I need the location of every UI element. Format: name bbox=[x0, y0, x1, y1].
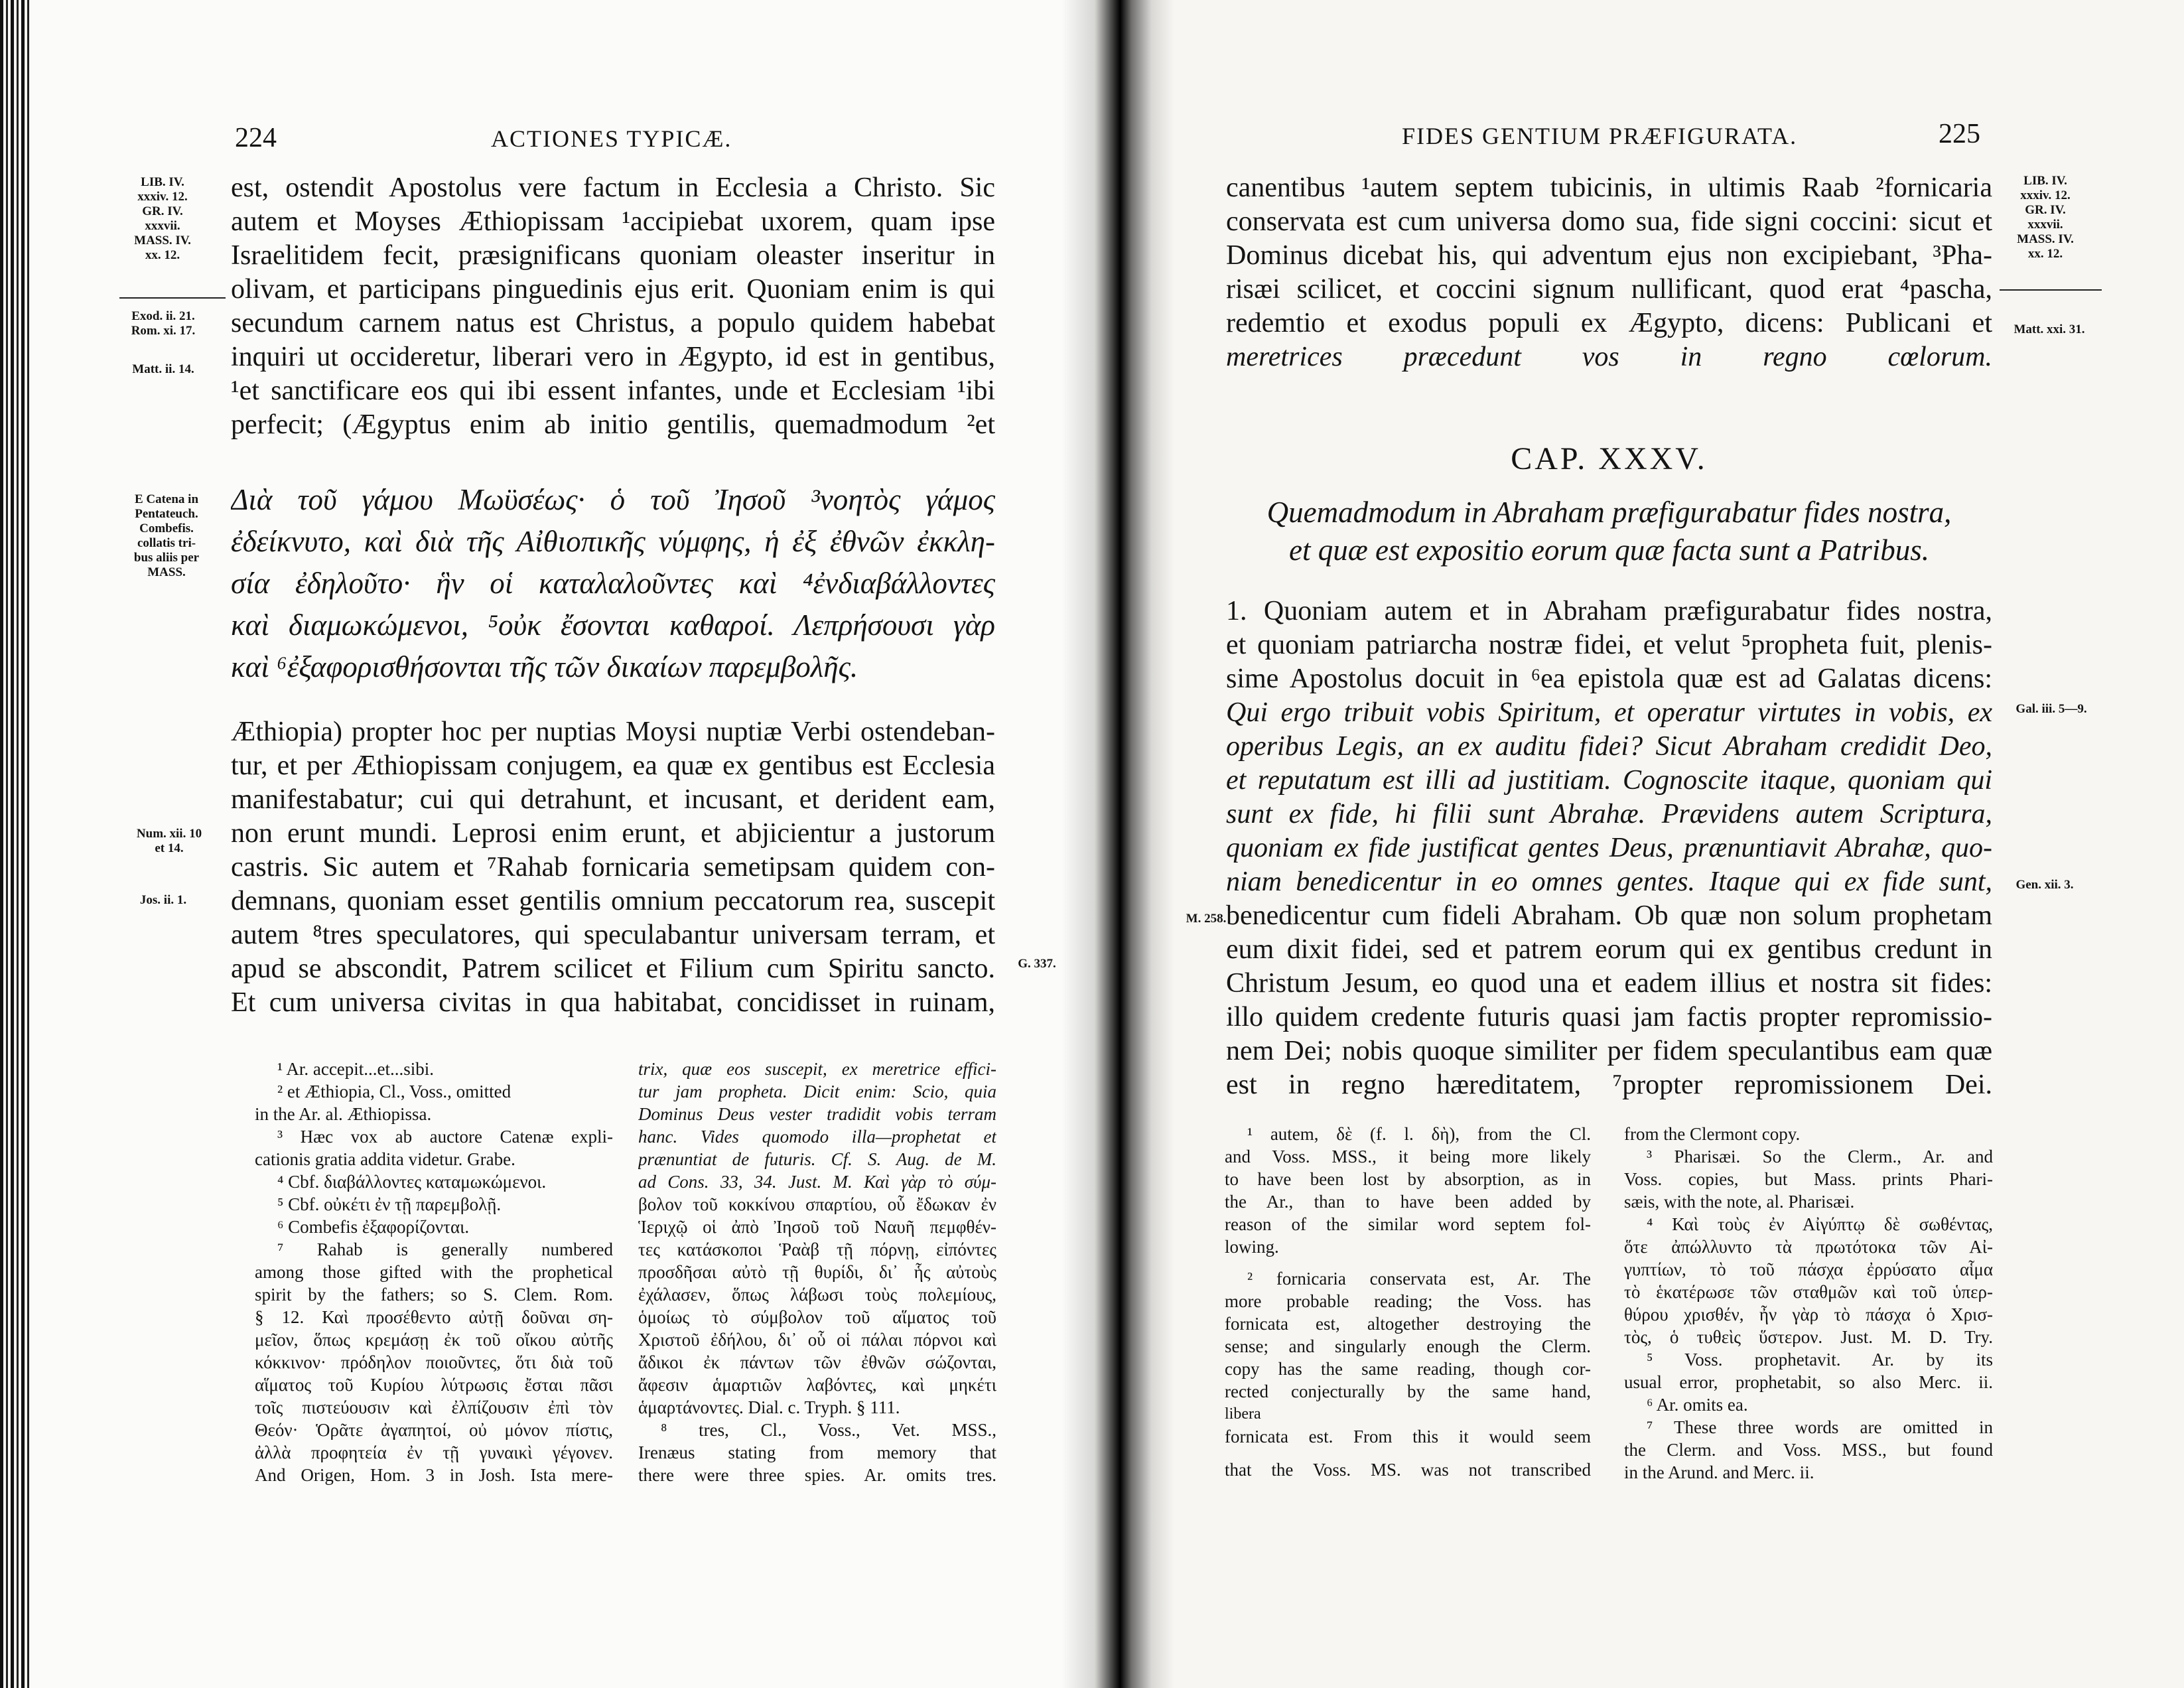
footnote-line: usual error, prophetabit, so also Merc. ii. bbox=[1624, 1372, 1993, 1392]
text-line: secundum carnem natus est Christus, a populo quidem habebat bbox=[231, 308, 995, 338]
footnote-line: κόκκινον· πρόδηλον ποιοῦντες, ὅτι διὰ τοῦ bbox=[255, 1352, 613, 1372]
margin-note-line: Rom. xi. 17. bbox=[131, 324, 196, 338]
footnote-line: among those gifted with the prophetical bbox=[255, 1262, 613, 1282]
text-line: non erunt mundi. Leprosi enim erunt, et abjicientur a justorum bbox=[231, 818, 995, 849]
left-book-edge bbox=[0, 0, 32, 1688]
margin-note-line: E Catena in bbox=[134, 492, 199, 506]
margin-note-line: xxxvii. bbox=[2027, 218, 2063, 232]
footnote-line: there were three spies. Ar. omits tres. bbox=[638, 1465, 996, 1485]
margin-note-lib-left bbox=[119, 175, 206, 263]
text-line: risæi scilicet, et coccini signum nullificant, quod erat ⁴pascha, bbox=[1226, 274, 1992, 305]
footnote-line: cationis gratia addita videtur. Grabe. bbox=[255, 1149, 515, 1169]
greek-line: ἐδείκνυτο, καὶ διὰ τῆς Αἰθιοπικῆς νύμφης, ἡ ἐξ ἐθνῶν ἐκκλη- bbox=[231, 525, 995, 558]
footnote-line: spirit by the fathers; so S. Clem. Rom. bbox=[255, 1285, 613, 1304]
running-head-left: ACTIONES TYPICÆ. bbox=[491, 125, 732, 152]
footnote-line: αἵματος τοῦ Κυρίου λύτρωσις ἔσται πᾶσι bbox=[255, 1375, 613, 1395]
left-body-paragraph-1 bbox=[231, 171, 995, 442]
right-page bbox=[1095, 0, 2184, 1688]
margin-note-exod bbox=[117, 309, 210, 338]
footnote-line: and Voss. MSS., it being more likely bbox=[1225, 1147, 1591, 1166]
text-line: et reputatum est illi ad justitiam. Cognoscite itaque, quoniam qui bbox=[1226, 765, 1992, 796]
footnote-line: προσδῆσαι αὐτὸ τῇ θυρίδι, δι᾽ ἧς αὐτοὺς bbox=[638, 1262, 996, 1282]
footnote-line: rected conjecturally by the same hand, bbox=[1225, 1381, 1591, 1401]
greek-line: Διὰ τοῦ γάμου Μωϋσέως· ὁ τοῦ Ἰησοῦ ³νοητὸς γάμος bbox=[231, 483, 995, 516]
margin-note-g337: G. 337. bbox=[1018, 957, 1056, 971]
footnote-line: lowing. bbox=[1225, 1237, 1279, 1257]
footnote-line: ⁶ Ar. omits ea. bbox=[1647, 1395, 1748, 1415]
footnote-line: Θεόν· Ὁρᾶτε ἀγαπητοί, οὐ μόνον πίστις, bbox=[255, 1420, 613, 1440]
margin-note-line: et 14. bbox=[155, 841, 184, 855]
footnote-line: more probable reading; the Voss. has bbox=[1225, 1291, 1591, 1311]
footnote-line: to have been lost by absorption, as in bbox=[1225, 1169, 1591, 1189]
footnote-line: τὸ ἑκατέρωσε τῶν σταθμῶν καὶ τοῦ ὑπερ- bbox=[1624, 1282, 1993, 1302]
left-body-paragraph-2 bbox=[231, 715, 995, 1020]
footnote-line: § 12. Καὶ προσέθεντο αὐτῇ δοῦναι ση- bbox=[255, 1307, 613, 1327]
margin-note-gen: Gen. xii. 3. bbox=[2015, 878, 2074, 892]
margin-note-catena bbox=[117, 492, 216, 580]
text-line: inquiri ut occideretur, liberari vero in Ægypto, id est in gentibus, bbox=[231, 342, 995, 372]
footnote-line: τοῖς πιστεύουσιν καὶ ἐλπίζουσιν ἐπὶ τὸν bbox=[255, 1397, 613, 1417]
footnote-line: tur jam propheta. Dicit enim: Scio, quia bbox=[638, 1082, 996, 1101]
greek-line: σία ἐδηλοῦτο· ἣν οἱ καταλαλοῦντες καὶ ⁴ἐνδιαβάλλοντες bbox=[231, 567, 995, 600]
text-line: et quoniam patriarcha nostræ fidei, et velut ⁵propheta fuit, plenis- bbox=[1226, 630, 1992, 660]
page-number-right: 225 bbox=[1939, 119, 1980, 149]
text-line: olivam, et participans pinguedinis ejus erit. Quoniam enim is qui bbox=[231, 274, 995, 305]
text-line: Æthiopia) propter hoc per nuptias Moysi nuptiæ Verbi ostendeban- bbox=[231, 717, 995, 747]
right-body-paragraph-2 bbox=[1226, 595, 1992, 1102]
text-line: ¹et sanctificare eos qui ibi essent infantes, unde et Ecclesiam ¹ibi bbox=[231, 376, 995, 406]
text-line: conservata est cum universa domo sua, fide signi coccini: sicut et bbox=[1226, 206, 1992, 237]
text-line: manifestabatur; cui qui detrahunt, et incusant, et derident eam, bbox=[231, 784, 995, 815]
margin-rule-left bbox=[119, 297, 226, 299]
text-line: redemtio et exodus populi ex Ægypto, dicens: Publicani et bbox=[1226, 308, 1992, 338]
text-line: demnans, quoniam esset gentilis omnium peccatorum rea, suscepit bbox=[231, 886, 995, 916]
footnote-line: hanc. Vides quomodo illa—prophetat et bbox=[638, 1127, 996, 1147]
margin-rule-right bbox=[2000, 289, 2102, 291]
footnote-line: ³ Pharisæi. So the Clerm., Ar. and bbox=[1647, 1147, 1993, 1166]
left-footnotes-col-2 bbox=[638, 1058, 996, 1486]
text-line: niam benedicentur in eo omnes gentes. Itaque qui ex fide sunt, bbox=[1226, 867, 1992, 897]
margin-note-line: LIB. IV. bbox=[2023, 174, 2067, 188]
footnote-line: Voss. copies, but Mass. prints Phari- bbox=[1624, 1169, 1993, 1189]
footnote-line: Irenæus stating from memory that bbox=[638, 1442, 996, 1462]
footnote-line: prænuntiat de futuris. Cf. S. Aug. de M. bbox=[638, 1149, 996, 1169]
footnote-line: γυπτίων, τὸ τοῦ πάσχα ἐρρύσατο αἷμα bbox=[1624, 1259, 1993, 1279]
text-line: 1. Quoniam autem et in Abraham præfigurabatur fides nostra, bbox=[1226, 596, 1992, 626]
running-head-right: FIDES GENTIUM PRÆFIGURATA. bbox=[1402, 123, 1798, 149]
text-line: quoniam ex fide justificat gentes Deus, prænuntiavit Abrahæ, quo- bbox=[1226, 833, 1992, 863]
footnote-line: τες κατάσκοποι Ῥαὰβ τῇ πόρνῃ, εἰπόντες bbox=[638, 1239, 996, 1259]
margin-note-line: Pentateuch. bbox=[135, 507, 198, 521]
footnote-line: the Ar., than to have been added by bbox=[1225, 1192, 1591, 1212]
footnote-line: Χριστοῦ ἐδήλου, δι᾽ οὗ οἱ πάλαι πόρνοι καὶ bbox=[638, 1330, 996, 1350]
margin-note-matt-left: Matt. ii. 14. bbox=[132, 362, 194, 376]
margin-note-line: xxxvii. bbox=[145, 219, 180, 233]
footnote-line: that the Voss. MS. was not transcribed bbox=[1225, 1460, 1591, 1480]
text-line: sime Apostolus docuit in ⁶ea epistola quæ est ad Galatas dicens: bbox=[1226, 664, 1992, 694]
footnote-line: ⁶ Combefis ἐξαφορίζονται. bbox=[277, 1217, 470, 1237]
text-line: Israelitidem fecit, præsignificans quoniam oleaster inseritur in bbox=[231, 240, 995, 271]
footnote-line: ¹ Ar. accepit...et...sibi. bbox=[277, 1059, 435, 1079]
footnote-line: ³ Hæc vox ab auctore Catenæ expli- bbox=[277, 1127, 613, 1147]
margin-note-line: Num. xii. 10 bbox=[136, 827, 202, 841]
text-line: tur, et per Æthiopissam conjugem, ea quæ ex gentibus est Ecclesia bbox=[231, 750, 995, 781]
footnote-line: ἄδικοι ἐκ πάντων τῶν ἐθνῶν σώζονται, bbox=[638, 1352, 996, 1372]
text-line: nem Dei; nobis quoque similiter per fidem speculantibus eam quæ bbox=[1226, 1036, 1992, 1066]
footnote-line: ἄφεσιν ἁμαρτιῶν λαβόντες, καὶ μηκέτι bbox=[638, 1375, 996, 1395]
footnote-line: Dominus Deus vester tradidit vobis terram bbox=[638, 1104, 996, 1124]
footnote-line: And Origen, Hom. 3 in Josh. Ista mere- bbox=[255, 1465, 613, 1485]
footnote-line: trix, quæ eos suscepit, ex meretrice effici- bbox=[638, 1059, 996, 1079]
footnote-line: Ἱεριχῷ οἱ ἀπὸ Ἰησοῦ τοῦ Ναυῆ πεμφθέν- bbox=[638, 1217, 996, 1237]
footnote-line: ὅτε ἀπώλλυντο τὰ πρωτότοκα τῶν Αἰ- bbox=[1624, 1237, 1993, 1257]
margin-note-num bbox=[119, 827, 219, 856]
footnote-line: ἁμαρτάνοντες. Dial. c. Tryph. § 111. bbox=[638, 1397, 900, 1417]
right-footnotes-col-1 bbox=[1225, 1123, 1591, 1481]
text-line: Dominus dicebat his, qui adventum ejus non excipiebant, ³Pha- bbox=[1226, 240, 1992, 271]
text-line: illo quidem credente futuris quasi jam factis propter repromissio- bbox=[1226, 1002, 1992, 1032]
margin-note-line: MASS. bbox=[147, 565, 186, 579]
margin-note-line: GR. IV. bbox=[142, 204, 183, 218]
margin-note-line: Combefis. bbox=[139, 522, 194, 535]
footnote-line: ⁵ Cbf. οὐκέτι ἐν τῇ παρεμβολῇ. bbox=[277, 1194, 502, 1214]
footnote-line: ⁷ These three words are omitted in bbox=[1647, 1417, 1993, 1437]
margin-note-gal: Gal. iii. 5—9. bbox=[2015, 702, 2087, 716]
text-line: eum dixit fidei, sed et patrem eorum qui ex gentibus credunt in bbox=[1226, 934, 1992, 965]
footnote-line: fornicata est. From this it would seem bbox=[1225, 1427, 1591, 1446]
text-line: autem ⁸tres speculatores, qui speculabantur universam terram, et bbox=[231, 920, 995, 950]
margin-note-line: xxxiv. 12. bbox=[137, 190, 188, 204]
footnote-line: sense; and singularly enough the Clerm. bbox=[1225, 1336, 1591, 1356]
footnote-line: ⁵ Voss. prophetavit. Ar. by its bbox=[1647, 1350, 1993, 1370]
text-line: apud se abscondit, Patrem scilicet et Filium cum Spiritu sancto. bbox=[231, 953, 995, 984]
margin-note-line: collatis tri- bbox=[137, 536, 196, 550]
margin-note-matt-right: Matt. xxi. 31. bbox=[2013, 322, 2085, 336]
footnote-line: ⁸ tres, Cl., Voss., Vet. MSS., bbox=[661, 1420, 996, 1440]
footnote-line: βολον τοῦ κοκκίνου σπαρτίου, οὗ ἔδωκαν ἐν bbox=[638, 1194, 996, 1214]
text-line: Et cum universa civitas in qua habitabat, concidisset in ruinam, bbox=[231, 987, 995, 1018]
footnote-line: the Clerm. and Voss. MSS., but found bbox=[1624, 1440, 1993, 1460]
left-footnotes-col-1 bbox=[255, 1058, 613, 1486]
footnote-line: ² et Æthiopia, Cl., Voss., omitted bbox=[277, 1082, 512, 1101]
text-line: castris. Sic autem et ⁷Rahab fornicaria semetipsam quidem con- bbox=[231, 852, 995, 882]
margin-note-line: xxxiv. 12. bbox=[2020, 188, 2071, 202]
text-line: perfecit; (Ægyptus enim ab initio gentilis, quemadmodum ²et bbox=[231, 409, 995, 440]
margin-note-line: MASS. IV. bbox=[2017, 232, 2074, 246]
right-footnotes-col-2 bbox=[1624, 1123, 1993, 1484]
footnote-line: ὁμοίως τὸ σύμβολον τοῦ αἵματος τοῦ bbox=[638, 1307, 996, 1327]
footnote-line: sæis, with the note, al. Pharisæi. bbox=[1624, 1192, 1855, 1212]
margin-note-line: LIB. IV. bbox=[141, 175, 184, 189]
footnote-line: μεῖον, ὅπως κρεμάσῃ ἐκ τοῦ οἴκου αὐτῆς bbox=[255, 1330, 613, 1350]
footnote-line: ad Cons. 33, 34. Just. M. Καὶ γὰρ τὸ σύμ- bbox=[638, 1172, 996, 1192]
footnote-line: ⁷ Rahab is generally numbered bbox=[277, 1239, 613, 1259]
footnote-line: from the Clermont copy. bbox=[1624, 1124, 1801, 1144]
footnote-line: ἐχάλασεν, ὅπως λάβωσι τοὺς πολεμίους, bbox=[638, 1285, 996, 1304]
chapter-heading: CAP. XXXV. bbox=[1511, 441, 1708, 476]
text-line: meretrices præcedunt vos in regno cœlorum. bbox=[1226, 342, 1992, 372]
text-line: autem et Moyses Æthiopissam ¹accipiebat uxorem, quam ipse bbox=[231, 206, 995, 237]
margin-note-line: xx. 12. bbox=[145, 248, 180, 262]
greek-line: καὶ ⁶ἐξαφορισθήσονται τῆς τῶν δικαίων παρεμβολῆς. bbox=[231, 650, 858, 683]
margin-note-line: MASS. IV. bbox=[134, 234, 191, 247]
text-line: operibus Legis, an ex auditu fidei? Sicut Abraham credidit Deo, bbox=[1226, 731, 1992, 762]
subtitle-line: et quæ est expositio eorum quæ facta sunt a Patribus. bbox=[1289, 533, 1929, 567]
footnote-line: ⁴ Καὶ τοὺς ἐν Αἰγύπτῳ δὲ σωθέντας, bbox=[1647, 1214, 1993, 1234]
footnote-line: in the Arund. and Merc. ii. bbox=[1624, 1462, 1814, 1482]
text-line: est, ostendit Apostolus vere factum in Ecclesia a Christo. Sic bbox=[231, 173, 995, 203]
footnote-line: ¹ autem, δὲ (f. l. δὴ), from the Cl. bbox=[1247, 1124, 1591, 1144]
margin-note-lib-right bbox=[2002, 174, 2088, 261]
greek-line: καὶ διαμωκώμενοι, ⁵οὐκ ἔσονται καθαροί. Λεπρήσουσι γὰρ bbox=[231, 608, 995, 642]
footnote-line: θύρου χρισθέν, ἦν γὰρ τὸ πάσχα ὁ Χρισ- bbox=[1624, 1304, 1993, 1324]
margin-note-line: xx. 12. bbox=[2027, 247, 2063, 261]
margin-note-jos: Jos. ii. 1. bbox=[139, 893, 187, 907]
subtitle-line: Quemadmodum in Abraham præfigurabatur fides nostra, bbox=[1266, 496, 1952, 529]
footnote-line: ⁴ Cbf. διαβάλλοντες καταμωκώμενοι. bbox=[277, 1172, 547, 1192]
footnote-line: ² fornicaria conservata est, Ar. The bbox=[1247, 1269, 1591, 1289]
margin-note-m258: M. 258. bbox=[1186, 912, 1227, 926]
text-line: benedicentur cum fideli Abraham. Ob quæ non solum prophetam bbox=[1226, 900, 1992, 931]
greek-catena-quote bbox=[231, 479, 995, 688]
margin-note-line: Exod. ii. 21. bbox=[131, 309, 195, 323]
margin-note-line: bus aliis per bbox=[133, 551, 200, 565]
text-line: sunt ex fide, hi filii sunt Abrahæ. Prævidens autem Scriptura, bbox=[1226, 799, 1992, 829]
chapter-subtitle bbox=[1226, 494, 1992, 569]
footnote-line: τὸς, ὁ τυθεὶς ὕστερον. Just. M. D. Try. bbox=[1624, 1327, 1993, 1347]
text-line: Qui ergo tribuit vobis Spiritum, et operatur virtutes in vobis, ex bbox=[1226, 697, 1992, 728]
footnote-line: fornicata est, altogether destroying the bbox=[1225, 1314, 1591, 1334]
footnote-line: ἀλλὰ προφητεία ἐν τῇ γυναικὶ γέγονεν. bbox=[255, 1442, 613, 1462]
footnote-line: in the Ar. al. Æthiopissa. bbox=[255, 1104, 432, 1124]
footnote-line: reason of the similar word septem fol- bbox=[1225, 1214, 1591, 1234]
text-line: canentibus ¹autem septem tubicinis, in ultimis Raab ²fornicaria bbox=[1226, 173, 1992, 203]
text-line: est in regno hæreditatem, ⁷propter repromissionem Dei. bbox=[1226, 1070, 1992, 1100]
right-body-paragraph-1 bbox=[1226, 171, 1992, 374]
footnote-line: libera bbox=[1225, 1405, 1261, 1423]
margin-note-line: GR. IV. bbox=[2025, 203, 2066, 217]
text-line: Christum Jesum, eo quod una et eadem illius et nostra sit fides: bbox=[1226, 968, 1992, 999]
page-number-left: 224 bbox=[235, 123, 277, 153]
footnote-line: copy has the same reading, though cor- bbox=[1225, 1359, 1591, 1379]
